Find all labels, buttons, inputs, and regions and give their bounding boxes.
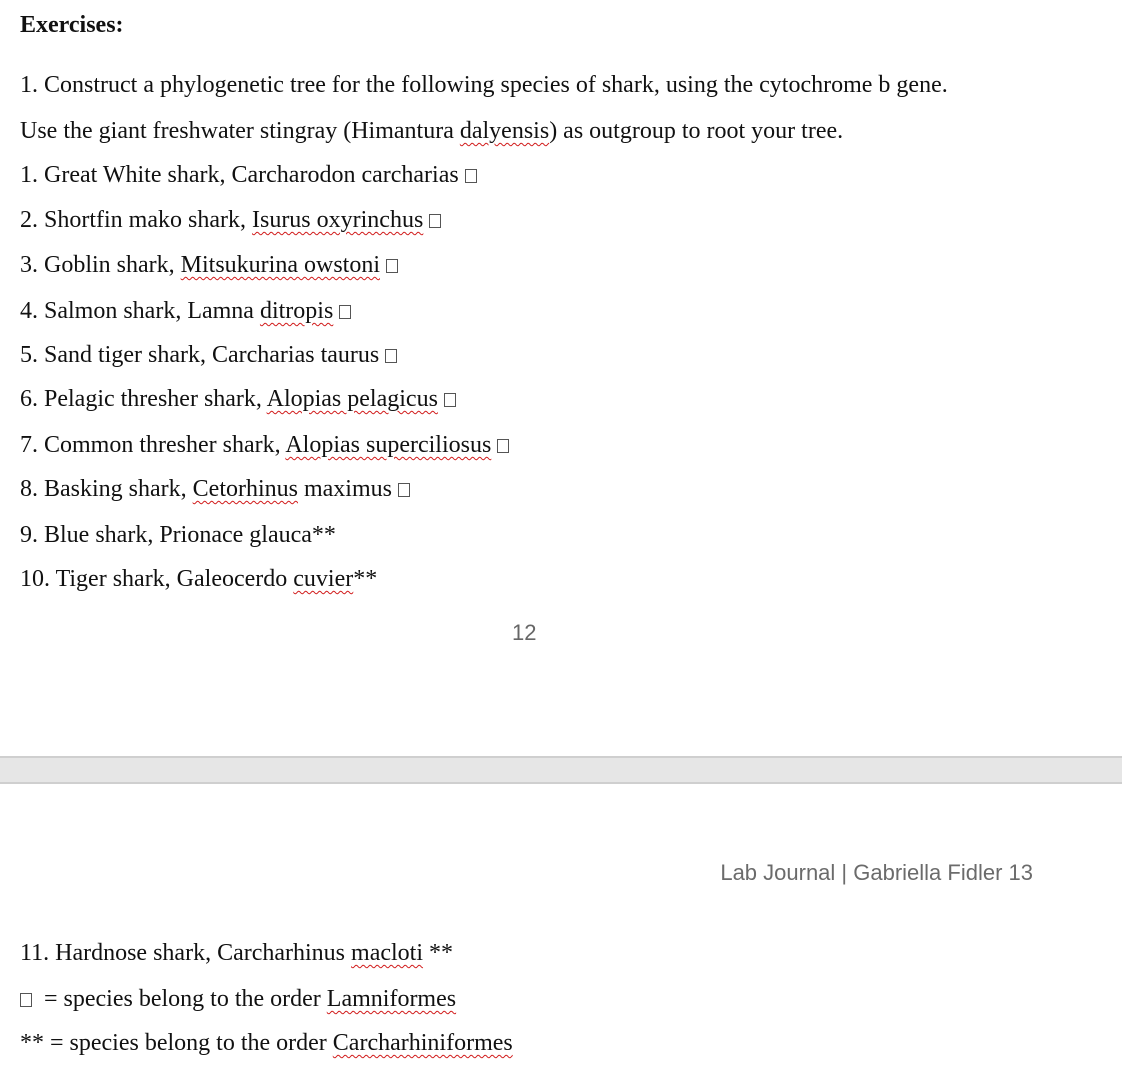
square-symbol-icon xyxy=(465,169,477,183)
document-page-13 xyxy=(0,784,1122,1074)
exercise-instruction-line-1: 1. Construct a phylogenetic tree for the following species of shark, using the cytochrome b gene. xyxy=(20,72,948,98)
square-symbol-icon xyxy=(497,439,509,453)
misspelled-word[interactable]: Lamniformes xyxy=(326,986,457,1012)
species-item-10: 10. Tiger shark, Galeocerdo cuvier** xyxy=(20,566,378,592)
species-item-4: 4. Salmon shark, Lamna ditropis xyxy=(20,296,351,326)
species-item-9: 9. Blue shark, Prionace glauca** xyxy=(20,522,336,548)
misspelled-word[interactable]: Mitsukurina owstoni xyxy=(180,252,380,278)
exercise-instruction-line-2 xyxy=(20,116,843,146)
square-symbol-icon xyxy=(386,259,398,273)
square-symbol-icon xyxy=(385,349,397,363)
misspelled-word[interactable]: ditropis xyxy=(259,298,334,324)
misspelled-word[interactable]: Alopias superciliosus xyxy=(285,432,492,458)
page-break-separator xyxy=(0,756,1122,784)
species-item-5: 5. Sand tiger shark, Carcharias taurus xyxy=(20,340,397,370)
page-number: 12 xyxy=(512,620,537,645)
misspelled-word[interactable]: Carcharhiniformes xyxy=(332,1030,513,1056)
legend-double-star: ** = species belong to the order Carcharhiniformes xyxy=(20,1030,513,1056)
species-item-11: 11. Hardnose shark, Carcharhinus macloti ** xyxy=(20,940,454,966)
square-symbol-icon xyxy=(20,993,32,1007)
misspelled-word[interactable]: macloti xyxy=(351,940,424,966)
square-symbol-icon xyxy=(429,214,441,228)
misspelled-word[interactable]: dalyensis xyxy=(459,118,550,144)
instruction-text: ) as outgroup to root your tree. xyxy=(549,118,844,144)
legend-square: = species belong to the order Lamniformes xyxy=(20,984,456,1014)
species-item-7: 7. Common thresher shark, Alopias superciliosus xyxy=(20,430,509,460)
species-item-3: 3. Goblin shark, Mitsukurina owstoni xyxy=(20,250,398,280)
misspelled-word[interactable]: Isurus oxyrinchus xyxy=(251,207,424,233)
misspelled-word[interactable]: Cetorhinus xyxy=(192,476,298,502)
square-symbol-icon xyxy=(339,305,351,319)
square-symbol-icon xyxy=(444,393,456,407)
species-item-2: 2. Shortfin mako shark, Isurus oxyrinchus xyxy=(20,205,441,235)
page-header: Lab Journal | Gabriella Fidler 13 xyxy=(720,860,1033,885)
misspelled-word[interactable]: Alopias pelagicus xyxy=(266,386,438,412)
species-item-8: 8. Basking shark, Cetorhinus maximus xyxy=(20,474,410,504)
instruction-text: Use the giant freshwater stingray (Himantura xyxy=(20,118,460,144)
exercises-heading: Exercises: xyxy=(20,12,124,38)
square-symbol-icon xyxy=(398,483,410,497)
misspelled-word[interactable]: cuvier xyxy=(293,566,354,592)
species-item-1: 1. Great White shark, Carcharodon carcharias xyxy=(20,160,477,190)
species-item-6: 6. Pelagic thresher shark, Alopias pelagicus xyxy=(20,384,456,414)
